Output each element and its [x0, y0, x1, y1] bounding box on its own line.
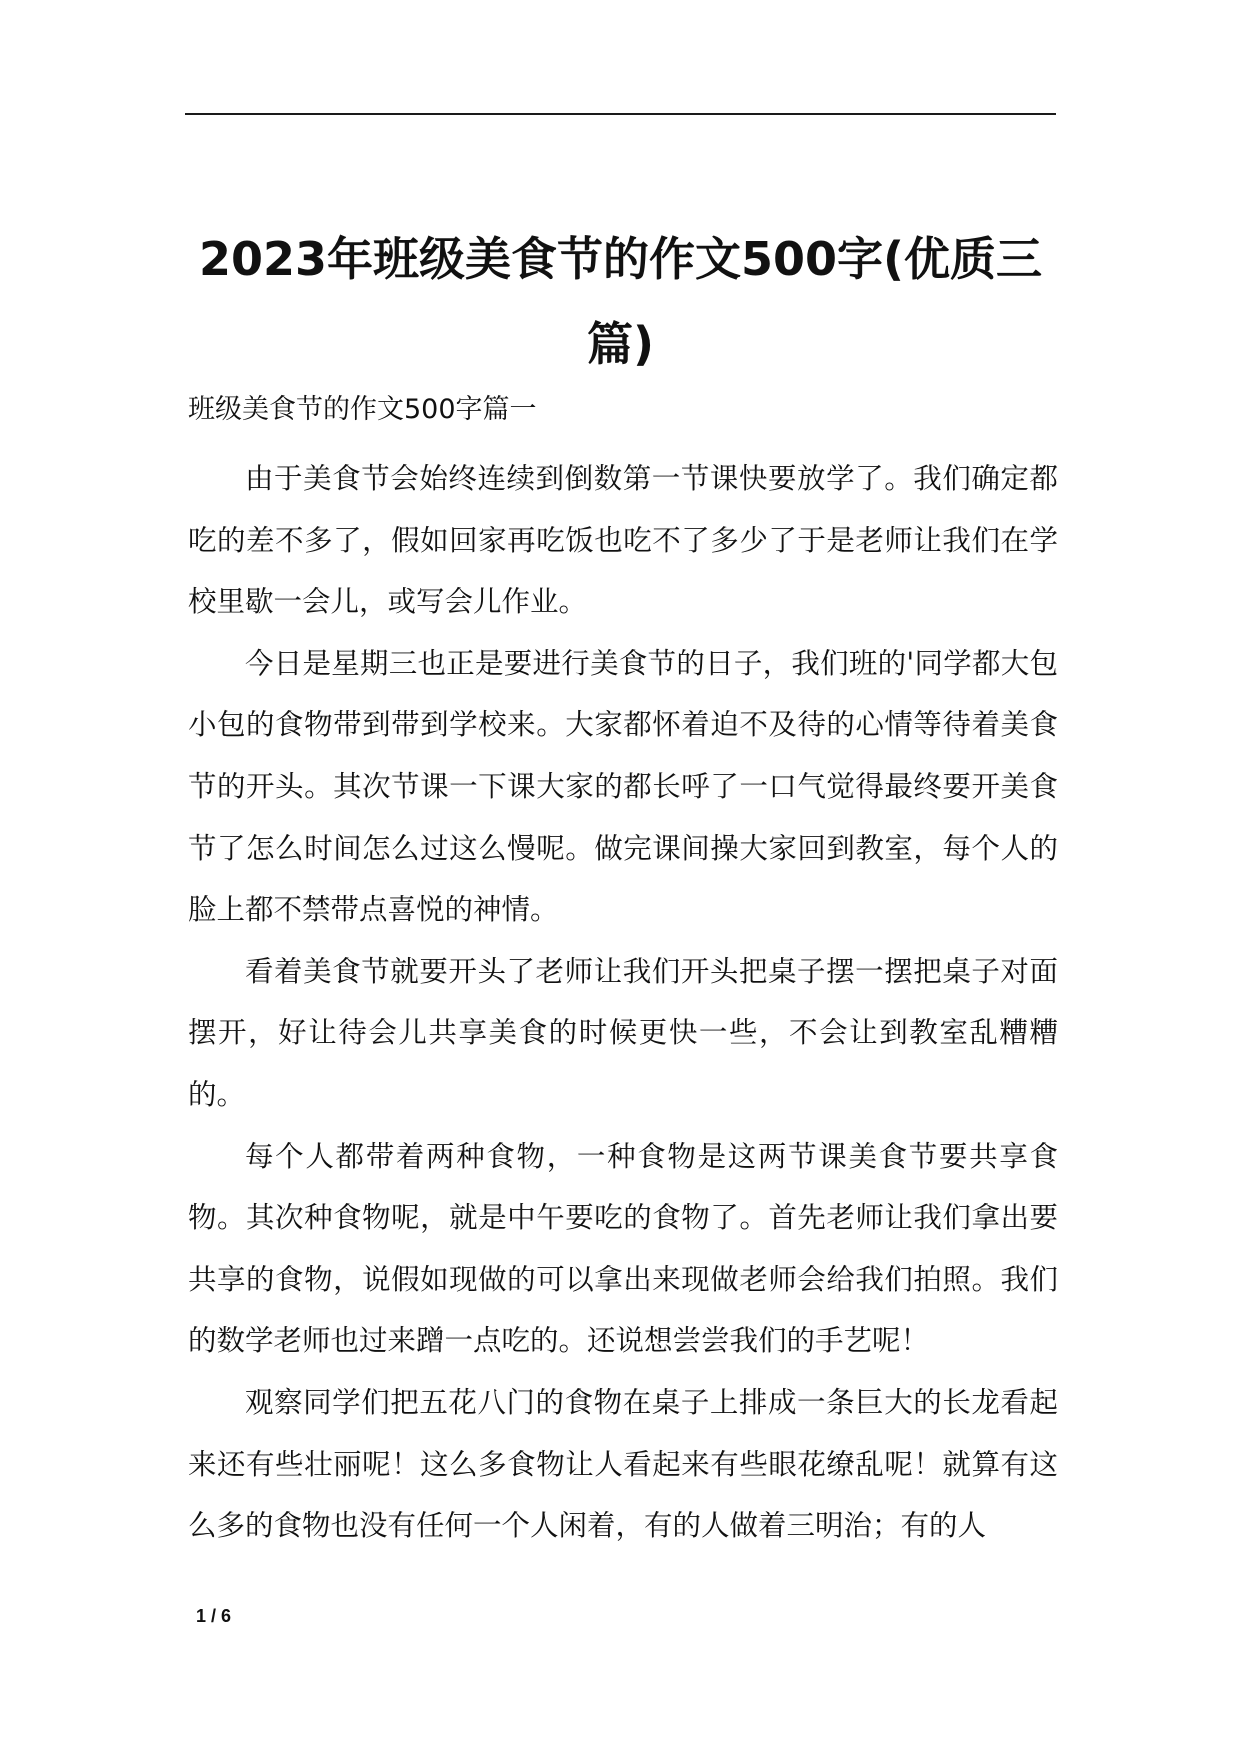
paragraph: 今日是星期三也正是要进行美食节的日子，我们班的'同学都大包小包的食物带到带到学校来。大家都怀着迫不及待的心情等待着美食节的开头。其次节课一下课大家的都长呼了一口气觉得最终要开美食节了怎么时间怎么过这么慢呢。做完课间操大家回到教室，每个人的脸上都不禁带点喜悦的神情。 — [188, 646, 1058, 927]
paragraph: 由于美食节会始终连续到倒数第一节课快要放学了。我们确定都吃的差不多了，假如回家再吃饭也吃不了多少了于是老师让我们在学校里歇一会儿，或写会儿作业。 — [188, 462, 1058, 619]
header-rule — [185, 113, 1056, 115]
document-body — [188, 448, 1058, 1557]
paragraph: 观察同学们把五花八门的食物在桌子上排成一条巨大的长龙看起来还有些壮丽呢！这么多食物让人看起来有些眼花缭乱呢！就算有这么多的食物也没有任何一个人闲着，有的人做着三明治；有的人 — [188, 1385, 1058, 1543]
paragraph: 每个人都带着两种食物，一种食物是这两节课美食节要共享食物。其次种食物呢，就是中午要吃的食物了。首先老师让我们拿出要共享的食物，说假如现做的可以拿出来现做老师会给我们拍照。我们的数学老师也过来蹭一点吃的。还说想尝尝我们的手艺呢！ — [188, 1139, 1058, 1358]
paragraph: 看着美食节就要开头了老师让我们开头把桌子摆一摆把桌子对面摆开，好让待会儿共享美食的时候更快一些，不会让到教室乱糟糟的。 — [188, 954, 1058, 1111]
section-heading: 班级美食节的作文500字篇一 — [188, 394, 537, 425]
document-title: 2023年班级美食节的作文500字(优质三篇) — [198, 231, 1043, 371]
page-number: 1 / 6 — [196, 1606, 232, 1626]
